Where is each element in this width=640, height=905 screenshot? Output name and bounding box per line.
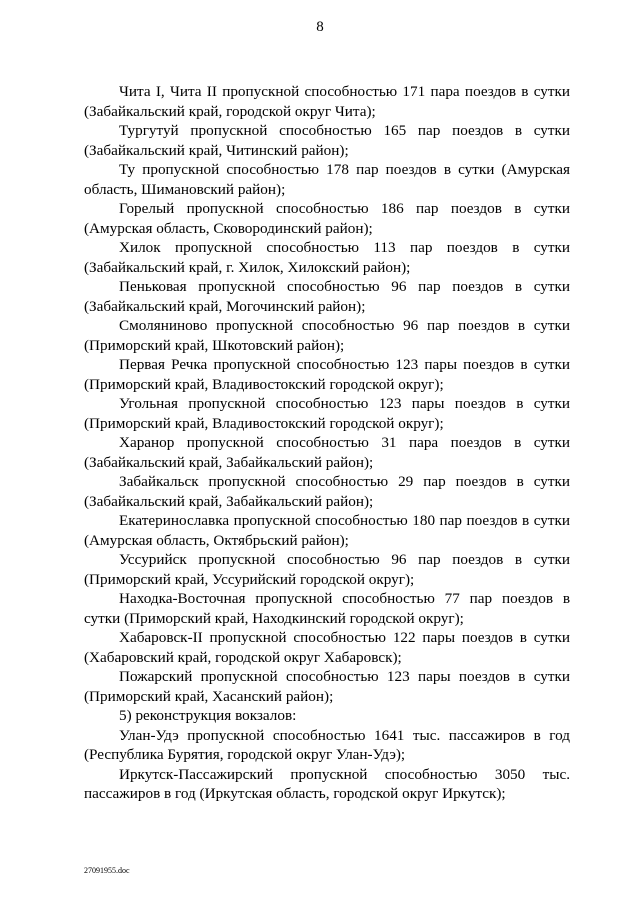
paragraph-ulan-ude: Улан-Удэ пропускной способностью 1641 тыс. пассажиров в год (Республика Бурятия, городской округ Улан-Удэ);: [84, 726, 570, 763]
document-file-code: 27091955.doc: [84, 866, 130, 875]
section-heading-stations: 5) реконструкция вокзалов:: [119, 707, 297, 724]
paragraph-gorely: Горелый пропускной способностью 186 пар поездов в сутки (Амурская область, Сковородинский район);: [84, 200, 570, 237]
paragraph-ugolnaya: Угольная пропускной способностью 123 пары поездов в сутки (Приморский край, Владивостокский городской округ);: [84, 395, 570, 432]
paragraph-khilok: Хилок пропускной способностью 113 пар поездов в сутки (Забайкальский край, г. Хилок, Хилокский район);: [84, 239, 570, 276]
document-body: [84, 82, 570, 804]
paragraph-chita: Чита I, Чита II пропускной способностью 171 пара поездов в сутки (Забайкальский край, городской округ Чита);: [84, 83, 570, 120]
paragraph-zabaikalsk: Забайкальск пропускной способностью 29 пар поездов в сутки (Забайкальский край, Забайкальский район);: [84, 473, 570, 510]
page-number: 8: [316, 19, 324, 35]
paragraph-tu: Ту пропускной способностью 178 пар поездов в сутки (Амурская область, Шимановский район);: [84, 161, 570, 198]
paragraph-pozharsky: Пожарский пропускной способностью 123 пары поездов в сутки (Приморский край, Хасанский район);: [84, 668, 570, 705]
paragraph-penkovaya: Пеньковая пропускной способностью 96 пар поездов в сутки (Забайкальский край, Могочинский район);: [84, 278, 570, 315]
paragraph-nakhodka-vostochnaya: Находка-Восточная пропускной способностью 77 пар поездов в сутки (Приморский край, Находкинский городской округ);: [84, 590, 570, 627]
paragraph-ekaterinoslavka: Екатеринославка пропускной способностью 180 пар поездов в сутки (Амурская область, Октябрьский район);: [84, 512, 570, 549]
paragraph-turgutuy: Тургутуй пропускной способностью 165 пар поездов в сутки (Забайкальский край, Читинский район);: [84, 122, 570, 159]
paragraph-irkutsk-passazhirsky: Иркутск-Пассажирский пропускной способностью 3050 тыс. пассажиров в год (Иркутская область, городской округ Иркутск);: [84, 765, 570, 802]
paragraph-ussuriysk: Уссурийск пропускной способностью 96 пар поездов в сутки (Приморский край, Уссурийский городской округ);: [84, 551, 570, 588]
paragraph-kharanor: Харанор пропускной способностью 31 пара поездов в сутки (Забайкальский край, Забайкальский район);: [84, 434, 570, 471]
paragraph-pervaya-rechka: Первая Речка пропускной способностью 123 пары поездов в сутки (Приморский край, Владивостокский городской округ);: [84, 356, 570, 393]
paragraph-khabarovsk-ii: Хабаровск-II пропускной способностью 122 пары поездов в сутки (Хабаровский край, городской округ Хабаровск);: [84, 629, 570, 666]
paragraph-smolyaninovo: Смоляниново пропускной способностью 96 пар поездов в сутки (Приморский край, Шкотовский район);: [84, 317, 570, 354]
